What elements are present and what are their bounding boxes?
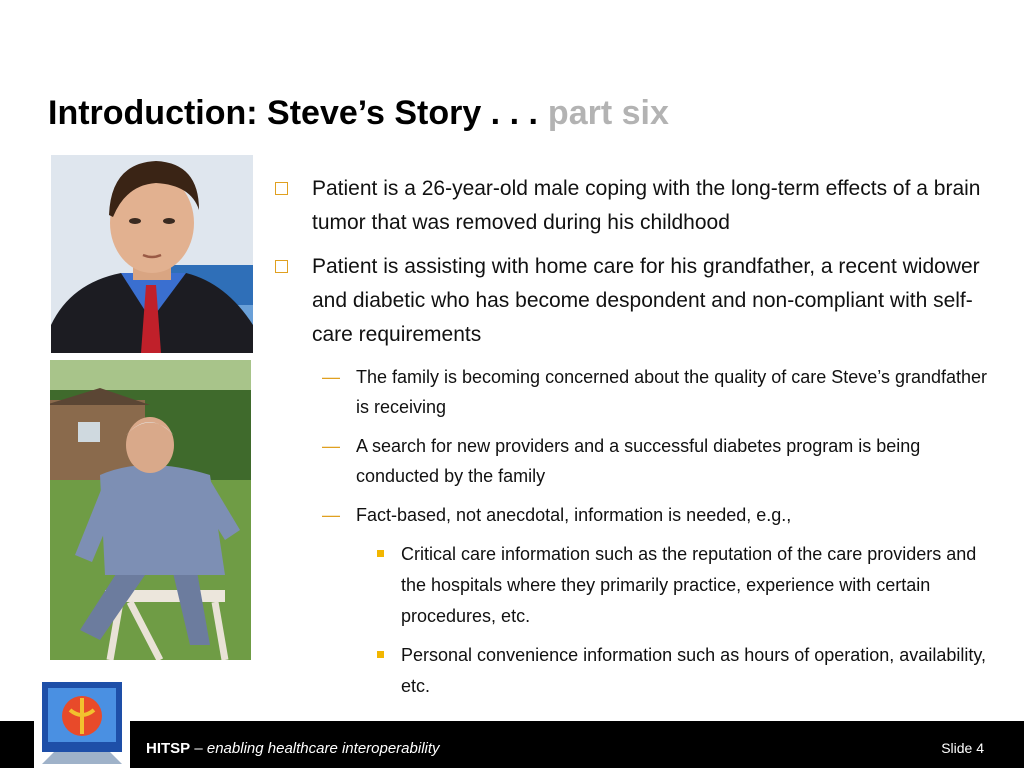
footer-separator: – <box>190 740 207 757</box>
bullet-item <box>272 250 992 352</box>
em-dash-icon: — <box>322 436 340 456</box>
footer-tagline-text: enabling healthcare interoperability <box>206 740 440 757</box>
hollow-square-icon <box>275 260 288 273</box>
sub-bullet-item <box>272 500 992 530</box>
sub-bullet-text: A search for new providers and a successful diabetes program is being conducted by the family <box>356 436 921 486</box>
slide-number: Slide 4 <box>941 740 984 756</box>
sub-sub-bullet-text: Personal convenience information such as hours of operation, availability, etc. <box>401 645 986 696</box>
sub-bullet-text: Fact-based, not anecdotal, information is needed, e.g., <box>356 505 792 525</box>
sub-sub-bullet-item <box>272 640 992 702</box>
bullet-text: Patient is assisting with home care for his grandfather, a recent widower and diabetic who has become despondent and non-compliant with self-care requirements <box>312 255 980 346</box>
sub-bullet-item <box>272 431 992 491</box>
em-dash-icon: — <box>322 367 340 387</box>
filled-square-icon <box>377 651 384 658</box>
em-dash-icon: — <box>322 505 340 525</box>
sub-bullet-text: The family is becoming concerned about the quality of care Steve’s grandfather is receiving <box>356 367 988 417</box>
title-main: Introduction: Steve’s Story . . . <box>48 94 538 132</box>
sub-sub-bullet-item <box>272 539 992 632</box>
hitsp-logo <box>34 676 130 768</box>
footer-brand: HITSP <box>146 740 191 757</box>
footer-tagline <box>146 740 440 757</box>
steve-photo <box>51 155 253 353</box>
sub-sub-bullet-text: Critical care information such as the reputation of the care providers and the hospitals where they primarily practice, experience with certain procedures, etc. <box>401 544 977 626</box>
grandfather-photo <box>50 360 251 660</box>
slide-title <box>48 94 669 133</box>
sub-bullet-item <box>272 362 992 422</box>
filled-square-icon <box>377 550 384 557</box>
bullet-item <box>272 172 992 240</box>
title-subtitle: part six <box>547 94 669 132</box>
bullet-text: Patient is a 26-year-old male coping with the long-term effects of a brain tumor that was removed during his childhood <box>312 177 981 234</box>
slide-content <box>272 172 992 710</box>
hollow-square-icon <box>275 182 288 195</box>
